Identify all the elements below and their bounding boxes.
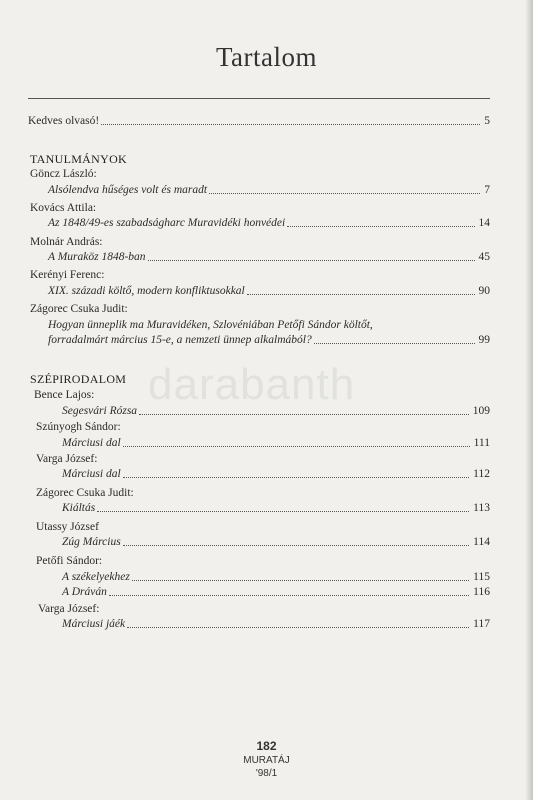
toc-entry-title: Segesvári Rózsa: [62, 405, 138, 417]
toc-entry[interactable]: [62, 570, 490, 584]
leader-dots: [109, 595, 469, 596]
toc-entry[interactable]: [62, 535, 490, 549]
toc-entry-title: Zúg Március: [62, 536, 121, 548]
toc-author: Molnár András:: [30, 236, 103, 248]
toc-page-number: 14: [478, 217, 490, 229]
toc-page-number: 117: [473, 618, 490, 630]
footer-journal: MURATÁJ: [243, 755, 290, 766]
toc-entry[interactable]: [62, 585, 490, 599]
title-rule: [28, 98, 490, 99]
toc-page-number: 114: [473, 536, 490, 548]
toc-page-number: 45: [478, 251, 490, 263]
leader-dots: [97, 511, 469, 512]
toc-author: Szúnyogh Sándor:: [36, 421, 121, 433]
leader-dots: [101, 124, 480, 125]
toc-author: Utassy József: [36, 521, 99, 533]
toc-entry-intro[interactable]: [28, 114, 490, 128]
toc-page-number: 113: [473, 502, 490, 514]
toc-page-number: 116: [473, 586, 490, 598]
toc-author: Zágorec Csuka Judit:: [30, 303, 128, 315]
page-edge-shadow: [525, 0, 533, 800]
toc-entry[interactable]: [62, 467, 490, 481]
leader-dots: [123, 477, 470, 478]
toc-entry-title: Márciusi dal: [62, 468, 121, 480]
toc-page-number: 90: [478, 285, 490, 297]
toc-entry[interactable]: [62, 617, 490, 631]
section-heading-tanulmanyok: TANULMÁNYOK: [30, 152, 127, 166]
leader-dots: [314, 343, 475, 344]
toc-entry[interactable]: [62, 404, 490, 418]
toc-entry[interactable]: [62, 501, 490, 515]
toc-entry-title-line: Hogyan ünneplik ma Muravidéken, Szlovéniában Petőfi Sándor költőt,: [48, 319, 373, 331]
toc-entry-title: Márciusi jáék: [62, 618, 126, 630]
toc-page-number: 115: [473, 571, 490, 583]
leader-dots: [247, 294, 475, 295]
toc-entry-title: A székelyekhez: [62, 571, 130, 583]
leader-dots: [287, 226, 474, 227]
toc-page-number: 7: [484, 184, 490, 196]
page-title: Tartalom: [215, 42, 318, 72]
toc-entry[interactable]: [48, 250, 490, 264]
toc-author: Petőfi Sándor:: [36, 555, 103, 567]
section-heading-szepirodalom: SZÉPIRODALOM: [30, 372, 127, 386]
toc-author: Varga József:: [38, 603, 100, 615]
leader-dots: [209, 193, 480, 194]
toc-entry-title: A Dráván: [62, 586, 107, 598]
toc-page-number: 111: [473, 437, 490, 449]
toc-entry[interactable]: [48, 216, 490, 230]
toc-author: Kovács Attila:: [30, 202, 97, 214]
toc-author: Varga József:: [36, 453, 98, 465]
leader-dots: [139, 414, 469, 415]
toc-entry[interactable]: [48, 333, 490, 347]
toc-page-number: 109: [472, 405, 490, 417]
toc-entry[interactable]: [62, 436, 490, 450]
toc-entry[interactable]: [48, 183, 490, 197]
toc-entry-title: Az 1848/49-es szabadságharc Muravidéki honvédei: [48, 217, 286, 229]
toc-entry-title: XIX. századi költő, modern konfliktusokkal: [48, 285, 245, 297]
toc-author: Zágorec Csuka Judit:: [36, 487, 134, 499]
toc-author: Göncz László:: [30, 168, 97, 180]
watermark: darabanth: [148, 360, 356, 409]
leader-dots: [148, 260, 475, 261]
footer-issue: '98/1: [255, 768, 278, 779]
toc-author: Kerényi Ferenc:: [30, 269, 105, 281]
toc-entry-title: forradalmárt március 15-e, a nemzeti ünnep alkalmából?: [48, 334, 312, 346]
toc-page-number: 5: [484, 115, 490, 127]
toc-entry-title: A Muraköz 1848-ban: [48, 251, 146, 263]
toc-entry-label: Kedves olvasó!: [28, 115, 100, 127]
toc-entry-title: Kiáltás: [62, 502, 96, 514]
toc-entry-title: Alsólendva hűséges volt és maradt: [48, 184, 208, 196]
leader-dots: [127, 627, 469, 628]
leader-dots: [132, 580, 469, 581]
leader-dots: [123, 446, 470, 447]
toc-page-number: 112: [473, 468, 490, 480]
toc-entry-title: Márciusi dal: [62, 437, 121, 449]
toc-author: Bence Lajos:: [34, 389, 95, 401]
toc-entry[interactable]: [48, 284, 490, 298]
footer-page-number: 182: [256, 739, 277, 753]
leader-dots: [123, 545, 469, 546]
toc-page-number: 99: [478, 334, 490, 346]
